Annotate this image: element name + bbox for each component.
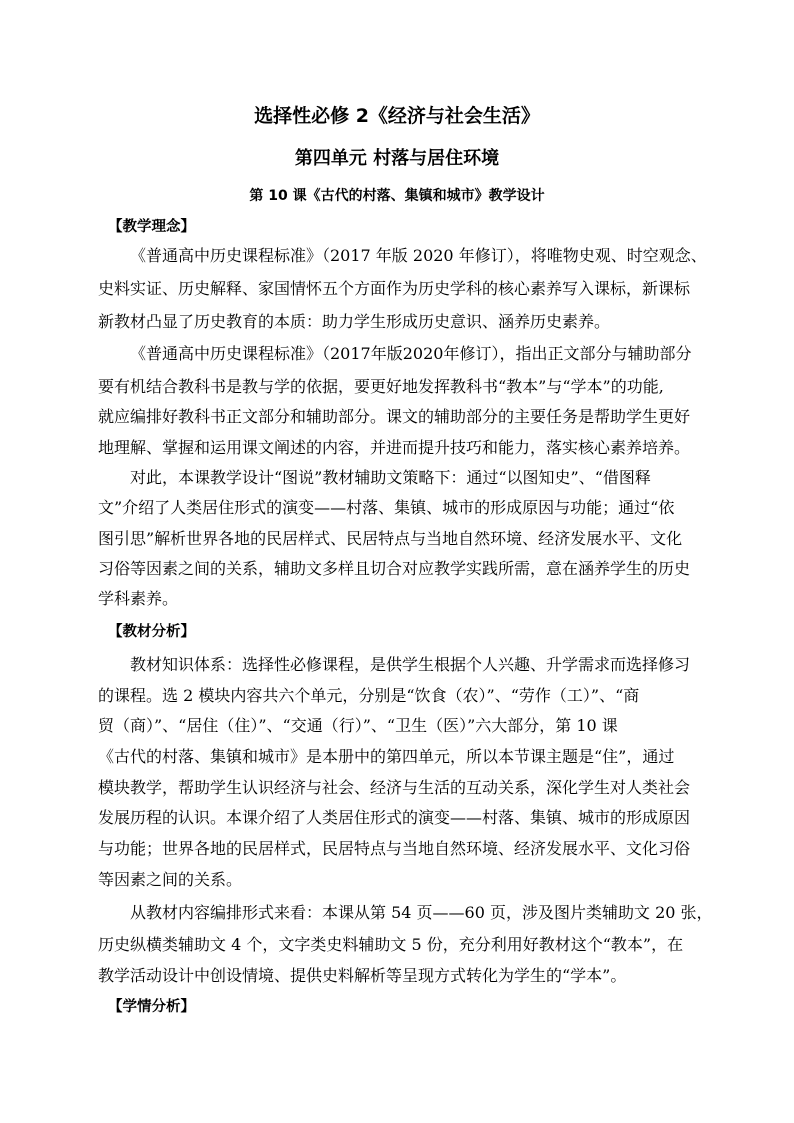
analysis-line-9: 从教材内容编排形式来看：本课从第 54 页——60 页，涉及图片类辅助文 20 张， [130,903,713,922]
analysis-line-7: 与功能；世界各地的民居样式，民居特点与当地自然环境、经济发展水平、文化习俗 [98,839,691,858]
concept-line-5: 要有机结合教科书是教与学的依据，要更好地发挥教科书“教本”与“学本”的功能, [98,377,664,396]
analysis-line-1: 教材知识体系：选择性必修课程，是供学生根据个人兴趣、升学需求而选择修习 [130,655,691,674]
section-heading-concept: 【教学理念】 [108,219,195,235]
section-heading-learning: 【学情分析】 [108,999,195,1015]
concept-line-12: 学科素养。 [98,589,179,608]
analysis-line-6: 发展历程的认识。本课介绍了人类居住形式的演变——村落、集镇、城市的形成原因 [98,808,691,827]
concept-line-4: 《普通高中历史课程标准》（2017年版2020年修订），指出正文部分与辅助部分 [130,344,692,363]
analysis-line-8: 等因素之间的关系。 [98,870,243,889]
analysis-line-4: 《古代的村落、集镇和城市》是本册中的第四单元，所以本节课主题是“住”，通过 [98,747,675,766]
concept-line-11: 习俗等因素之间的关系，辅助文多样且切合对应教学实践所需，意在涵养学生的历史 [98,559,691,578]
section-heading-analysis: 【教材分析】 [108,624,195,640]
analysis-line-3: 贸（商）”、“居住（住）”、“交通（行）”、“卫生（医）”六大部分，第 10 课 [98,716,618,735]
document-title: 选择性必修 2《经济与社会生活》 [254,105,540,127]
concept-line-7: 地理解、掌握和运用课文阐述的内容，并进而提升技巧和能力，落实核心素养培养。 [98,438,691,457]
analysis-line-10: 历史纵横类辅助文 4 个，文字类史料辅助文 5 份，充分利用好教材这个“教本”，在 [98,935,684,954]
analysis-line-5: 模块教学，帮助学生认识经济与社会、经济与生活的互动关系，深化学生对人类社会 [98,778,691,797]
analysis-line-11: 教学活动设计中创设情境、提供史料解析等呈现方式转化为学生的“学本”。 [98,966,627,985]
concept-line-9: 文”介绍了人类居住形式的演变——村落、集镇、城市的形成原因与功能；通过“依 [98,498,675,517]
concept-line-1: 《普通高中历史课程标准》（2017 年版 2020 年修订），将唯物史观、时空观念、 [130,246,707,265]
unit-title: 第四单元 村落与居住环境 [294,148,500,169]
lesson-title: 第 10 课《古代的村落、集镇和城市》教学设计 [249,188,545,204]
concept-line-3: 新教材凸显了历史教育的本质：助力学生形成历史意识、涵养历史素养。 [98,312,611,331]
concept-line-6: 就应编排好教科书正文部分和辅助部分。课文的辅助部分的主要任务是帮助学生更好 [98,407,691,426]
concept-line-10: 图引思”解析世界各地的民居样式、民居特点与当地自然环境、经济发展水平、文化 [98,529,683,548]
analysis-line-2: 的课程。选 2 模块内容共六个单元，分别是“饮食（农）”、“劳作（工）”、“商 [98,686,640,705]
concept-line-2: 史料实证、历史解释、家国情怀五个方面作为历史学科的核心素养写入课标，新课标 [98,279,691,298]
concept-line-8: 对此，本课教学设计“图说”教材辅助文策略下：通过“以图知史”、“借图释 [130,468,651,487]
